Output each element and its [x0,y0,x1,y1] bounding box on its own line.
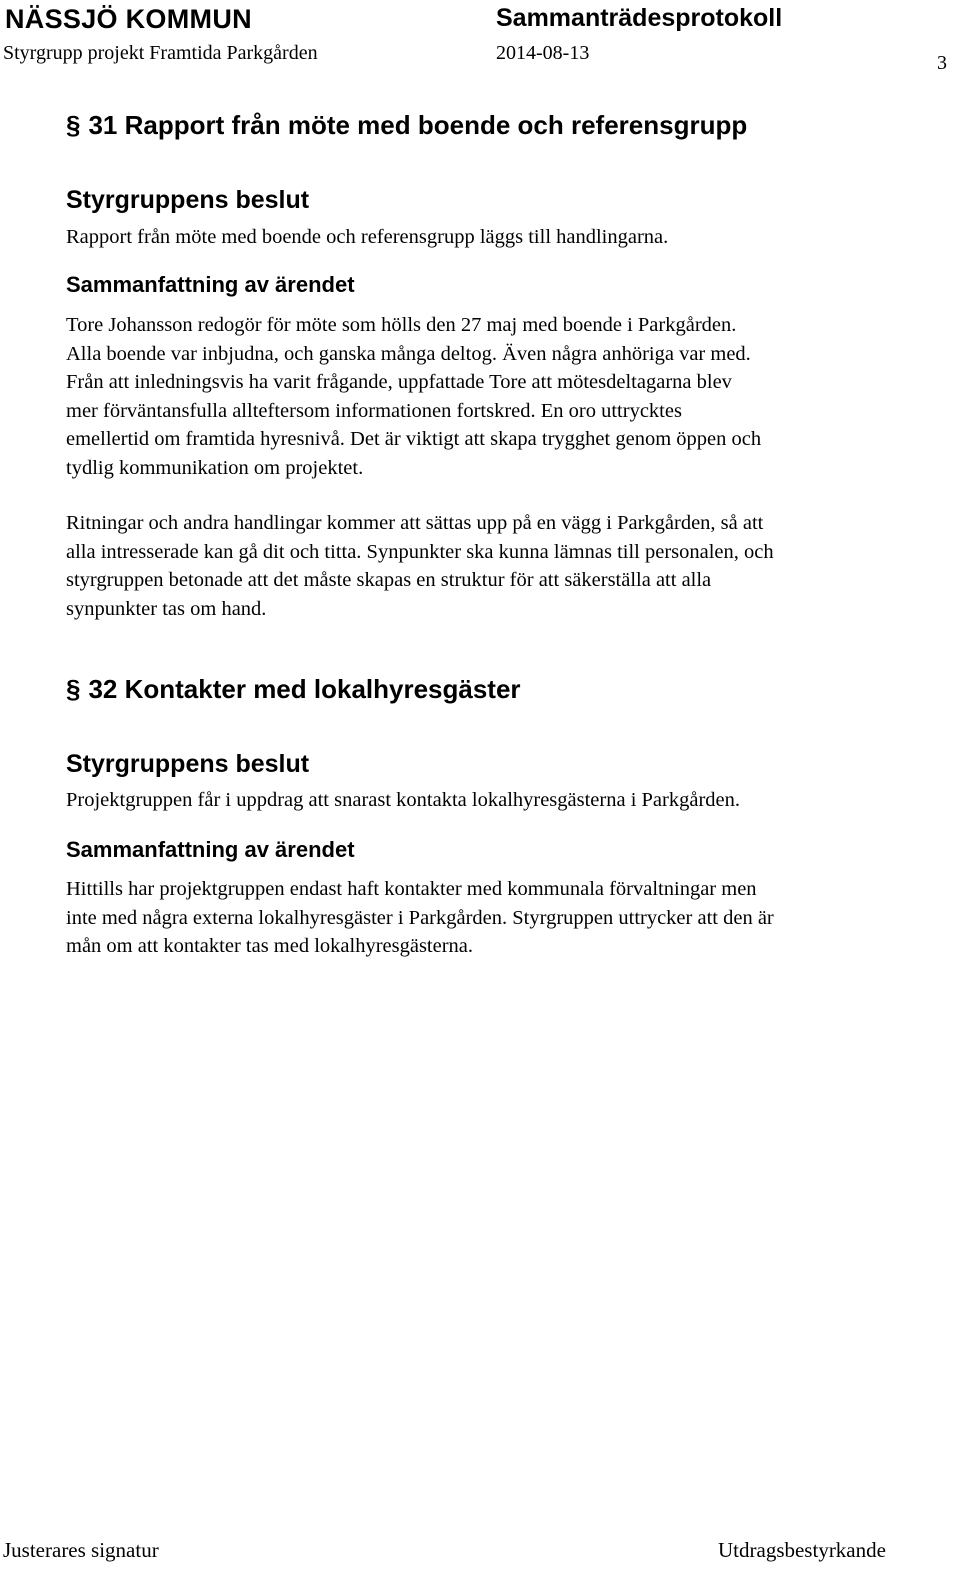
paragraph-line: inte med några externa lokalhyresgäster i Parkgården. Styrgruppen uttrycker att den är [66,906,774,929]
document-type: Sammanträdesprotokoll [496,4,783,32]
summary-heading: Sammanfattning av ärendet [66,837,355,862]
footer-certification-label: Utdragsbestyrkande [718,1538,886,1562]
decision-line: Rapport från möte med boende och referensgrupp läggs till handlingarna. [66,226,669,248]
paragraph-line: synpunkter tas om hand. [66,597,267,620]
paragraph-line: tydlig kommunikation om projektet. [66,456,364,479]
section-title: 31 Rapport från möte med boende och referensgrupp [88,110,748,140]
section-heading-32 [66,674,521,705]
decision-line: Projektgruppen får i uppdrag att snarast kontakta lokalhyresgästerna i Parkgården. [66,789,741,811]
organization-name: NÄSSJÖ KOMMUN [5,4,252,34]
paragraph-sign: § [66,674,81,704]
summary-paragraph [66,509,926,623]
decision-text [66,223,926,252]
decision-text [66,786,926,815]
paragraph-line: Tore Johansson redogör för möte som hölls den 27 maj med boende i Parkgården. [66,314,737,336]
paragraph-line: mån om att kontakter tas med lokalhyresgästerna. [66,935,474,958]
paragraph-line: Hittills har projektgruppen endast haft kontakter med kommunala förvaltningar men [66,878,757,900]
paragraph-line: Från att inledningsvis ha varit frågande, uppfattade Tore att mötesdeltagarna blev [66,371,732,394]
decision-heading: Styrgruppens beslut [66,186,310,214]
summary-paragraph [66,311,926,483]
paragraph-line: Alla boende var inbjudna, och ganska många deltog. Även några anhöriga var med. [66,342,751,365]
summary-heading: Sammanfattning av ärendet [66,272,355,297]
footer-signature-label: Justerares signatur [3,1538,159,1562]
page-number: 3 [937,52,947,74]
summary-paragraph [66,875,926,961]
section-title: 32 Kontakter med lokalhyresgäster [88,674,521,704]
paragraph-line: Ritningar och andra handlingar kommer att sättas upp på en vägg i Parkgården, så att [66,512,764,534]
paragraph-line: alla intresserade kan gå dit och titta. Synpunkter ska kunna lämnas till personalen, och [66,540,774,563]
paragraph-sign: § [66,110,81,140]
paragraph-line: emellertid om framtida hyresnivå. Det är viktigt att skapa trygghet genom öppen och [66,428,762,451]
committee-name: Styrgrupp projekt Framtida Parkgården [3,42,318,64]
paragraph-line: styrgruppen betonade att det måste skapas en struktur för att säkerställa att alla [66,569,712,592]
section-heading-31 [66,110,747,141]
meeting-date: 2014-08-13 [496,42,590,64]
decision-heading: Styrgruppens beslut [66,750,310,778]
paragraph-line: mer förväntansfulla allteftersom informationen fortskred. En oro uttrycktes [66,399,682,422]
